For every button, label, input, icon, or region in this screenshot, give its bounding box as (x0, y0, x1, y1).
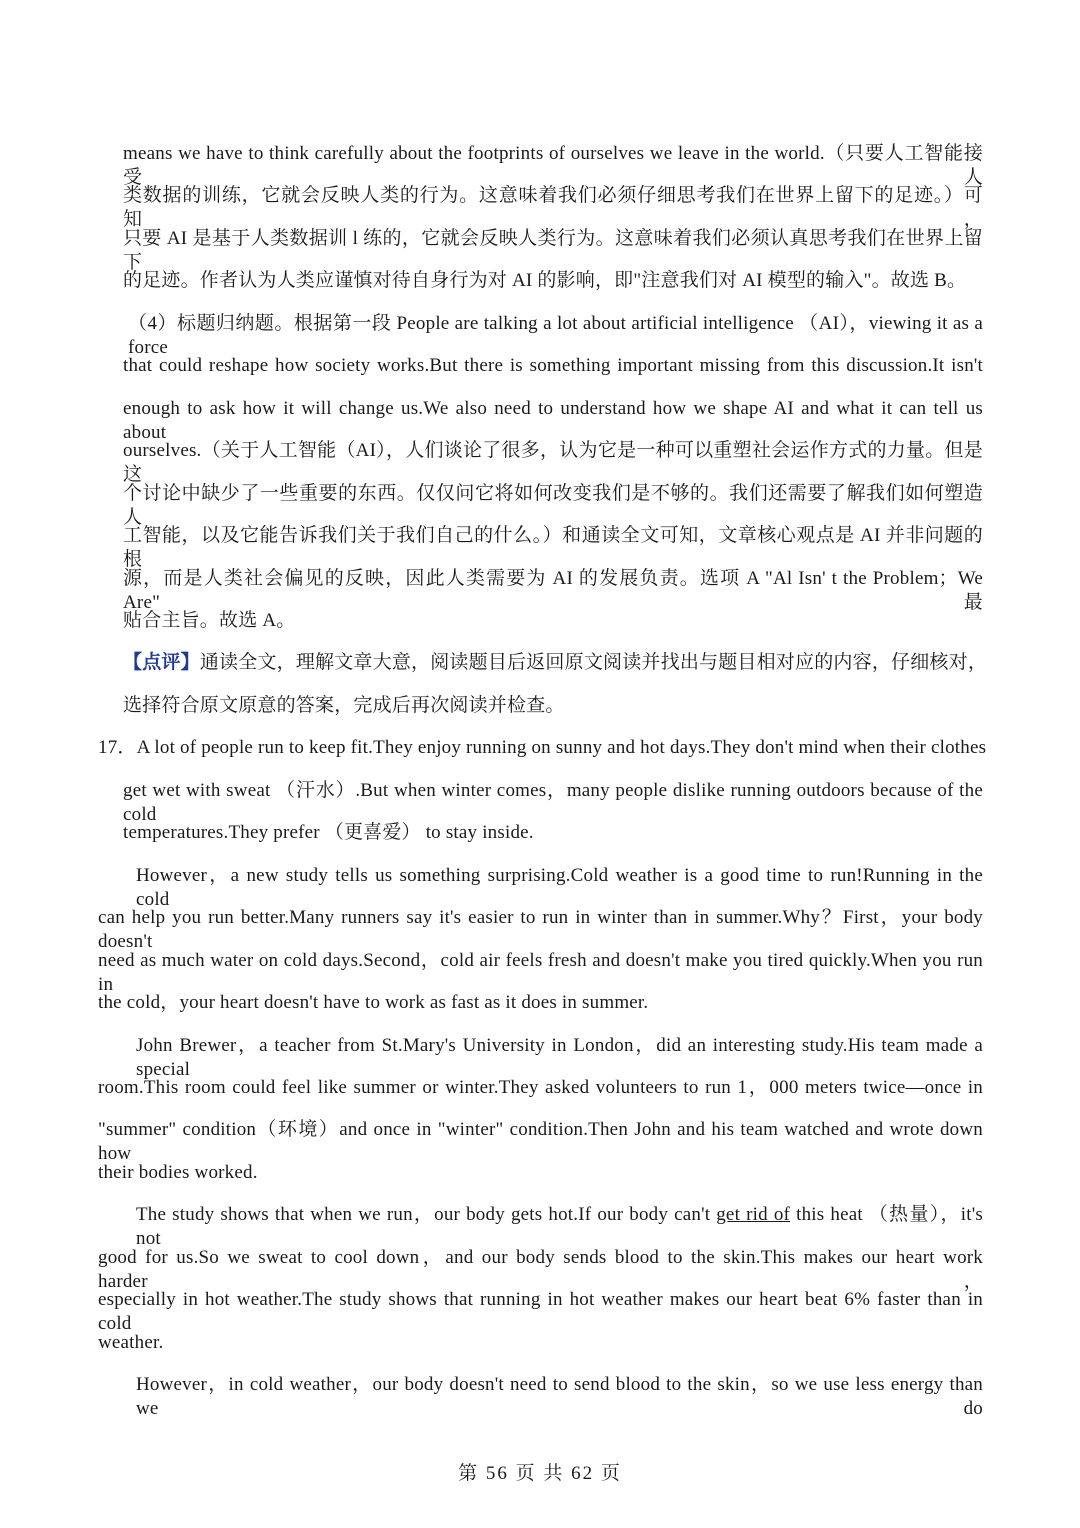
review-line: 选择符合原文原意的答案，完成后再次阅读并检查。 (123, 695, 565, 716)
text-line: 个讨论中缺少了一些重要的东西。仅仅问它将如何改变我们是不够的。我们还需要了解我们如何塑造人 (123, 483, 983, 528)
paragraph-line: room.This room could feel like summer or winter.They asked volunteers to run 1，000 meters twice—once in (98, 1077, 983, 1098)
text-line: 工智能，以及它能告诉我们关于我们自己的什么。）和通读全文可知，文章核心观点是 AI 并非问题的根 (123, 525, 983, 570)
text-line: 的足迹。作者认为人类应谨慎对待自身行为对 AI 的影响，即"注意我们对 AI 模型的输入"。故选 B。 (123, 270, 967, 291)
paragraph-line (136, 1203, 983, 1251)
text-line: 只要 AI 是基于人类数据训 l 练的，它就会反映人类行为。这意味着我们必须认真思考我们在世界上留下 (123, 228, 983, 273)
paragraph-line: weather. (98, 1332, 164, 1353)
question-number: 17． (98, 737, 137, 758)
question-17-line: temperatures.They prefer （更喜爱） to stay inside. (123, 822, 534, 843)
paragraph-line: can help you run better.Many runners say it's easier to run in winter than in summer.Why？First，your body doesn't (98, 907, 983, 952)
paragraph-line: However，in cold weather，our body doesn't need to send blood to the skin，so we use less energy than we do (136, 1374, 983, 1419)
text-line: （4）标题归纳题。根据第一段 People are talking a lot about artificial intelligence （AI），viewing it as a force (128, 313, 983, 358)
page-footer: 第 56 页 共 62 页 (458, 1463, 622, 1484)
paragraph-line: the cold，your heart doesn't have to work as fast as it does in summer. (98, 992, 649, 1013)
paragraph-line: need as much water on cold days.Second，cold air feels fresh and doesn't make you tired quickly.When you run in (98, 950, 983, 995)
paragraph-line: especially in hot weather.The study shows that running in hot weather makes our heart beat 6% faster than in cold (98, 1289, 983, 1334)
question-17-line: get wet with sweat （汗水）.But when winter comes，many people dislike running outdoors because of the cold (123, 780, 983, 825)
text-line: 类数据的训练，它就会反映人类的行为。这意味着我们必须仔细思考我们在世界上留下的足迹。）可知， (123, 185, 983, 230)
paragraph-line: their bodies worked. (98, 1162, 258, 1183)
text-line: that could reshape how society works.But there is something important missing from this discussion.It isn't (123, 355, 983, 376)
text-segment: The study shows that when we run，our body gets hot.If our body can't (136, 1204, 717, 1225)
text-line: enough to ask how it will change us.We also need to understand how we shape AI and what it can tell us about (123, 398, 983, 443)
paragraph-line: "summer" condition（环境）and once in "winter" condition.Then John and his team watched and wrote down how (98, 1119, 983, 1164)
paragraph-line: John Brewer，a teacher from St.Mary's University in London，did an interesting study.His team made a special (136, 1035, 983, 1080)
text-segment: this heat （热量），it's not (136, 1204, 983, 1249)
paragraph-line: good for us.So we sweat to cool down，and our body sends blood to the skin.This makes our heart work harder， (98, 1247, 983, 1292)
review-line (123, 651, 988, 675)
question-17-line (98, 736, 987, 760)
text-line: 源，而是人类社会偏见的反映，因此人类需要为 AI 的发展负责。选项 A "Al Isn' t the Problem；We Are" 最 (123, 568, 983, 613)
review-tag: 【点评】 (123, 652, 200, 673)
text-line: 贴合主旨。故选 A。 (123, 610, 296, 631)
review-text: 通读全文，理解文章大意，阅读题目后返回原文阅读并找出与题目相对应的内容，仔细核对， (199, 652, 988, 673)
underlined-phrase: get rid of (716, 1204, 791, 1225)
question-text: A lot of people run to keep fit.They enjoy running on sunny and hot days.They don't mind when their clothes (136, 737, 987, 758)
text-line: means we have to think carefully about the footprints of ourselves we leave in the world.（只要人工智能接受人 (123, 143, 983, 188)
paragraph-line: However，a new study tells us something surprising.Cold weather is a good time to run!Running in the cold (136, 865, 983, 910)
text-line: ourselves.（关于人工智能（AI），人们谈论了很多，认为它是一种可以重塑社会运作方式的力量。但是这 (123, 440, 983, 485)
